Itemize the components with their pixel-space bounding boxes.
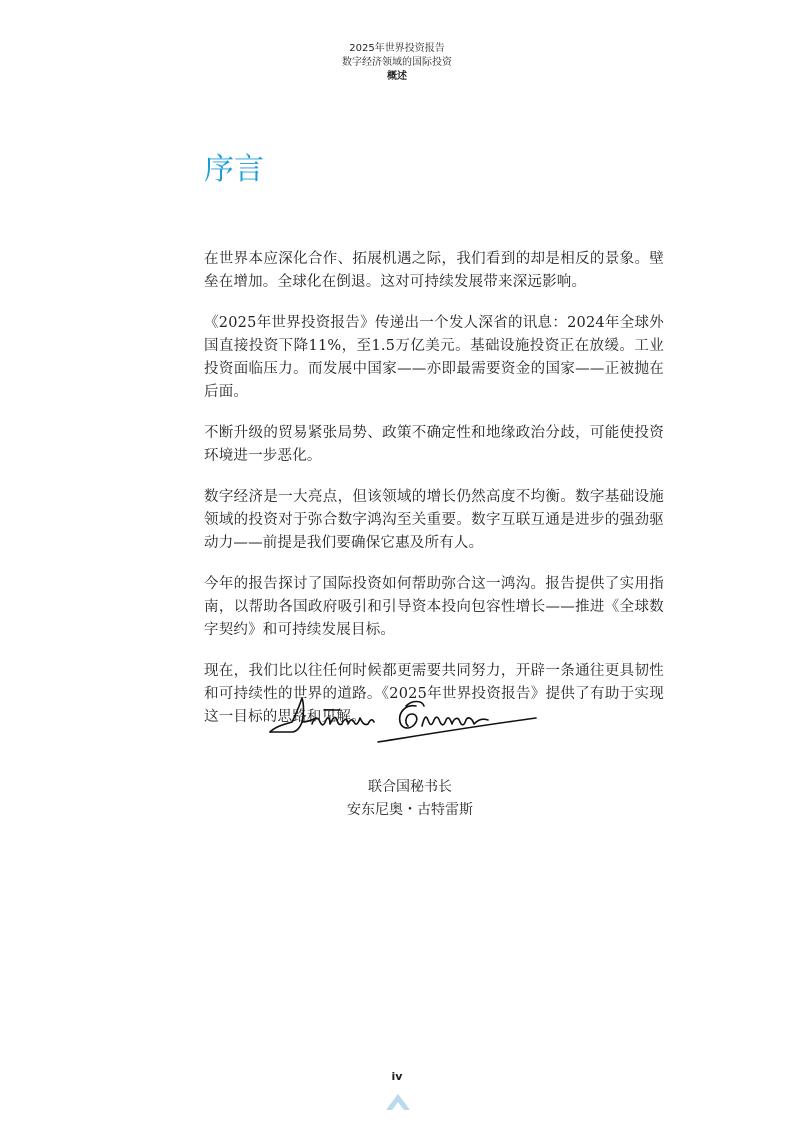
running-header	[0, 42, 794, 84]
header-report-title: 2025年世界投资报告	[349, 43, 445, 54]
foreword-body	[204, 248, 664, 747]
signatory-name: 安东尼奥・古特雷斯	[347, 802, 473, 818]
header-section: 概述	[387, 71, 407, 82]
page-number: iv	[391, 1070, 403, 1083]
paragraph: 数字经济是一大亮点，但该领域的增长仍然高度不均衡。数字基础设施领域的投资对于弥合数字鸿沟至关重要。数字互联互通是进步的强劲驱动力——前提是我们要确保它惠及所有人。	[204, 489, 664, 551]
paragraph: 在世界本应深化合作、拓展机遇之际，我们看到的却是相反的景象。壁垒在增加。全球化在倒退。这对可持续发展带来深远影响。	[204, 251, 664, 290]
paragraph: 不断升级的贸易紧张局势、政策不确定性和地缘政治分歧，可能使投资环境进一步恶化。	[204, 425, 664, 464]
header-subtitle: 数字经济领域的国际投资	[342, 57, 452, 68]
signatory-block	[330, 776, 490, 822]
up-chevron-icon[interactable]	[384, 1090, 412, 1114]
signature-image	[266, 696, 540, 746]
page-title: 序言	[204, 152, 264, 187]
signatory-position: 联合国秘书长	[368, 779, 452, 795]
paragraph: 《2025年世界投资报告》传递出一个发人深省的讯息：2024年全球外国直接投资下降11%，至1.5万亿美元。基础设施投资正在放缓。工业投资面临压力。而发展中国家——亦即最需要资金的国家——正被抛在后面。	[204, 315, 664, 400]
paragraph: 今年的报告探讨了国际投资如何帮助弥合这一鸿沟。报告提供了实用指南，以帮助各国政府吸引和引导资本投向包容性增长——推进《全球数字契约》和可持续发展目标。	[204, 576, 664, 638]
paragraph: 现在，我们比以往任何时候都更需要共同努力，开辟一条通往更具韧性和可持续性的世界的道路。《2025年世界投资报告》提供了有助于实现这一目标的思路和见解。	[204, 663, 664, 725]
